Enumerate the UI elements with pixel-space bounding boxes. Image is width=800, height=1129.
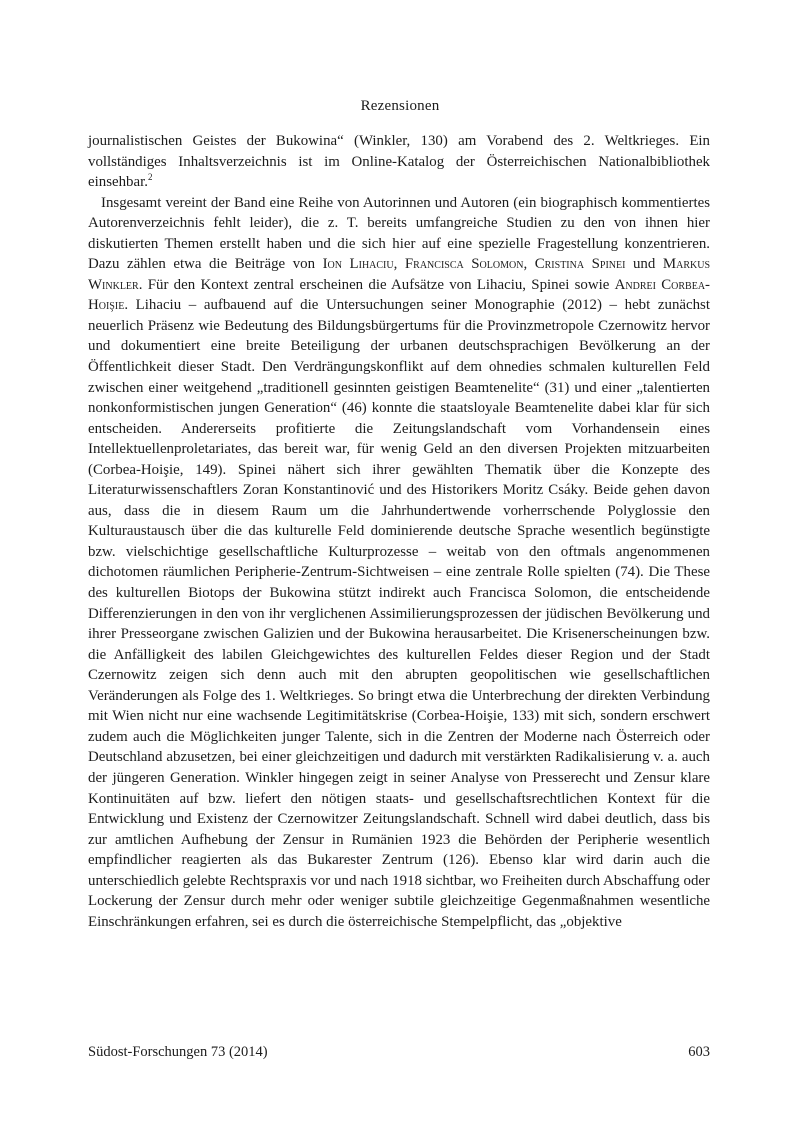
footnote-ref[interactable]: 2 (147, 172, 153, 183)
author-name: Cristina Spinei (534, 256, 626, 273)
author-name: Markus Winkler (88, 256, 711, 293)
text-run: und (625, 256, 663, 273)
text-run: . Lihaciu – aufbauend auf die Untersuchungen seiner Monographie (2012) – hebt zunächst neuerlich Präsenz wie Bedeutung des Bildungsbürgertums für die Provinzmetropole Czernowitz hervor und dokumentiert eine breite Beteiligung der urbanen deutschsprachigen Bevölkerung an der Öffentlichkeit dieser Stadt. Den Verdrängungskonflikt auf dem ohnedies schmalen kulturellen Feld zwischen einer weitgehend „traditionell gesinnten geistigen Beamtenelite“ (31) und einer „talentierten nonkonformistischen jungen Generation“ (46) konnte die staatsloyale Beamtenelite dabei klar für sich entscheiden. Andererseits profitierte die Zeitungslandschaft vom Vorhandensein eines Intellektuellenproletariates, das bereit war, für wenig Geld an den diversen Projekten mitzuarbeiten (Corbea-Hoişie, 149). Spinei nähert sich ihrer gewählten Thematik über die Konzepte des Literaturwissenschaftlers Zoran Konstantinović und des Historikers Moritz Csáky. Beide gehen davon aus, dass die in diesem Raum um die Jahrhundertwende vorherrschende Polyglossie den Kulturaustausch über die das kulturelle Feld dominierende deutsche Sprache wesentlich begünstigte bzw. vielschichtige gesellschaftliche Kulturprozesse – weitab von den oftmals angenommenen dichotomen räumlichen Peripherie-Zentrum-Sichtweisen – eine zentrale Rolle spielten (74). Die These des kulturellen Biotops der Bukowina stützt indirekt auch Francisca Solomon, die entscheidende Differenzierungen in den von ihr verglichenen Assimilierungsprozessen der jüdischen Bevölkerung und ihrer Presseorgane zwischen Galizien und der Bukowina herausarbeitet. Die Krisenerscheinungen bzw. die Anfälligkeit des labilen Gleichgewichtes des kulturellen Feldes dieser Region und der Stadt Czernowitz zeigen sich denn auch mit den abrupten geopolitischen wie gesellschaftlichen Veränderungen als Folge des 1. Weltkrieges. So bringt etwa die Unterbrechung der direkten Verbindung mit Wien nicht nur eine wachsende Legitimitätskrise (Corbea-Hoişie, 133) mit sich, sondern erschwert zudem auch die Möglichkeiten junger Talente, sich in die Zentren der Moderne nach Österreich oder Deutschland abzusetzen, bei einer gleichzeitigen und dadurch mit verstärkten Radikalisierung v. a. auch der jüngeren Generation. Winkler hingegen zeigt in seiner Analyse von Presserecht und Zensur klare Kontinuitäten auf bzw. liefert den nötigen staats- und gesellschaftsrechtlichen Kontext für die Entwicklung und Existenz der Czernowitzer Zeitungslandschaft. Schnell wird dabei deutlich, dass bis zur amtlichen Aufhebung der Zensur in Rumänien 1923 die Behörden der Peripherie wesentlich empfindlicher reagierten als das Bukarester Zentrum (126). Ebenso klar wird darin auch die unterschiedlich gelebte Rechtspraxis vor und nach 1918 sichtbar, wo Freiheiten durch Abschaffung oder Lockerung der Zensur durch mehr oder weniger subtile gleichzeitige Gegenmaßnahmen wesentliche Einschränkungen erfahren, sei es durch die österreichische Stempelpflicht, das „objektive (88, 297, 710, 930)
text-run: . Für den Kontext zentral erscheinen die Aufsätze von Lihaciu, Spinei sowie (138, 276, 615, 293)
paragraph-continuation (88, 131, 710, 193)
paragraph-main (88, 193, 710, 933)
author-name: Ion Lihaciu (322, 256, 394, 273)
paragraph-text: journalistischen Geistes der Bukowina“ (Winkler, 130) am Vorabend des 2. Weltkrieges. Ein vollständiges Inhaltsverzeichnis ist im Online-Katalog der Österreichischen Nationalbibliothek einsehbar. (88, 133, 710, 191)
author-name: Andrei Corbea-Hoişie (88, 276, 710, 314)
page-number: 603 (688, 1044, 710, 1060)
body-text (88, 131, 710, 932)
text-run: , (393, 256, 405, 273)
author-name: Francisca Solomon (404, 256, 524, 273)
running-header: Rezensionen (360, 98, 440, 114)
journal-citation: Südost-Forschungen 73 (2014) (88, 1044, 268, 1060)
text-run: Insgesamt vereint der Band eine Reihe von Autorinnen und Autoren (ein biographisch kommentiertes Autorenverzeichnis fehlt leider), die z. T. bereits umfangreiche Studien zu den von ihnen hier diskutierten Themen erstellt haben und die sich hier auf eine spezielle Fragestellung konzentrieren. Dazu zählen etwa die Beiträge von (88, 194, 710, 273)
text-run: , (523, 256, 535, 273)
